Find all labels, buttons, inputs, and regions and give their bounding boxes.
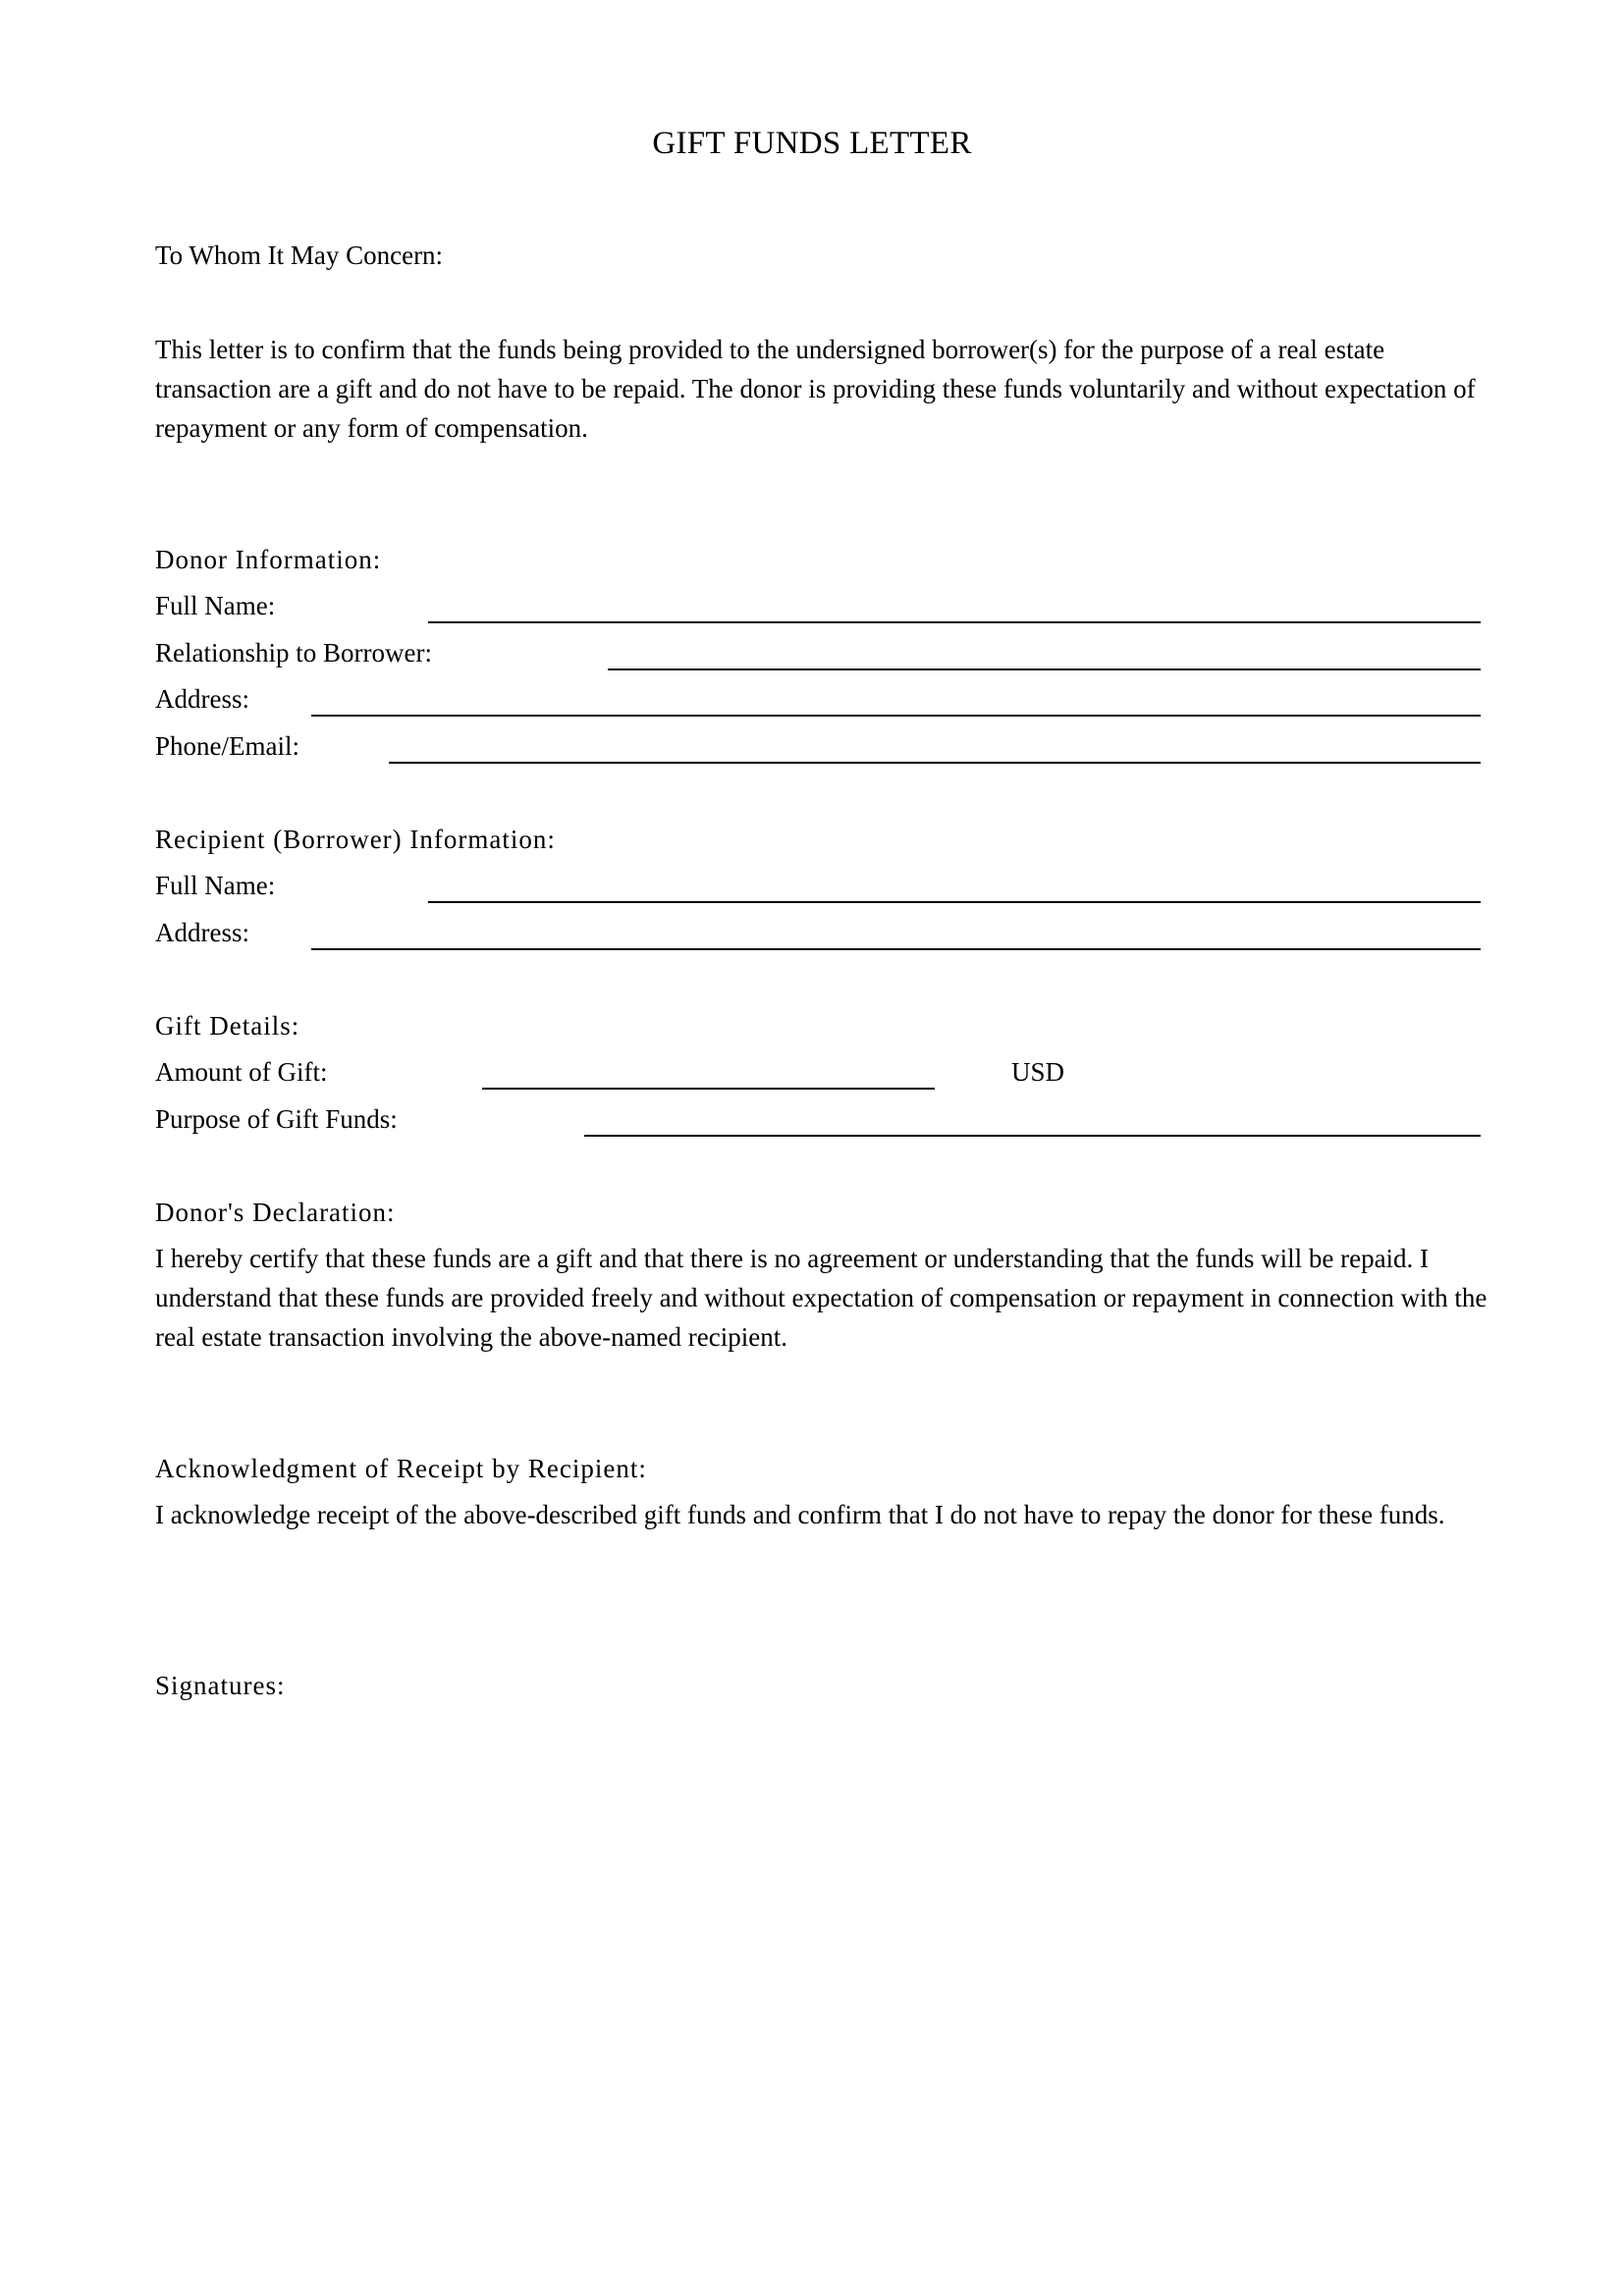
gift-purpose-field[interactable] [584, 1135, 1481, 1137]
donor-full-name-label: Full Name: [155, 591, 276, 620]
intro-paragraph: This letter is to confirm that the funds being provided to the undersigned borrower(s) for the purpose of a real estate transaction are a gift and do not have to be repaid. The donor is providing these funds voluntarily and without expectation of repayment or any form of compensation. [155, 335, 1476, 443]
donor-relationship-field[interactable] [608, 668, 1481, 670]
donor-section-heading: Donor Information: [155, 545, 382, 574]
page-title: GIFT FUNDS LETTER [652, 126, 972, 161]
recipient-full-name-label: Full Name: [155, 871, 276, 900]
gift-section-heading: Gift Details: [155, 1011, 300, 1041]
donor-contact-label: Phone/Email: [155, 731, 299, 761]
acknowledgment-heading: Acknowledgment of Receipt by Recipient: [155, 1454, 647, 1483]
recipient-address-label: Address: [155, 918, 249, 947]
declaration-heading: Donor's Declaration: [155, 1198, 396, 1227]
donor-full-name-field[interactable] [428, 621, 1481, 623]
donor-address-label: Address: [155, 684, 249, 714]
donor-contact-field[interactable] [389, 762, 1481, 764]
recipient-address-field[interactable] [311, 948, 1481, 950]
acknowledgment-text: I acknowledge receipt of the above-described gift funds and confirm that I do not have to repay the donor for these funds. [155, 1500, 1445, 1529]
currency-label: USD [1011, 1057, 1065, 1087]
donor-relationship-label: Relationship to Borrower: [155, 638, 432, 667]
gift-amount-field[interactable] [482, 1088, 935, 1090]
declaration-text: I hereby certify that these funds are a gift and that there is no agreement or understanding that the funds will be repaid. I understand that these funds are provided freely and without expectation of compensation or repayment in connection with the real estate transaction involving the above-named recipient. [155, 1244, 1488, 1352]
recipient-full-name-field[interactable] [428, 901, 1481, 903]
signatures-heading: Signatures: [155, 1671, 286, 1700]
gift-purpose-label: Purpose of Gift Funds: [155, 1104, 398, 1134]
gift-amount-label: Amount of Gift: [155, 1057, 328, 1087]
salutation: To Whom It May Concern: [155, 240, 444, 270]
donor-address-field[interactable] [311, 715, 1481, 717]
recipient-section-heading: Recipient (Borrower) Information: [155, 825, 556, 854]
